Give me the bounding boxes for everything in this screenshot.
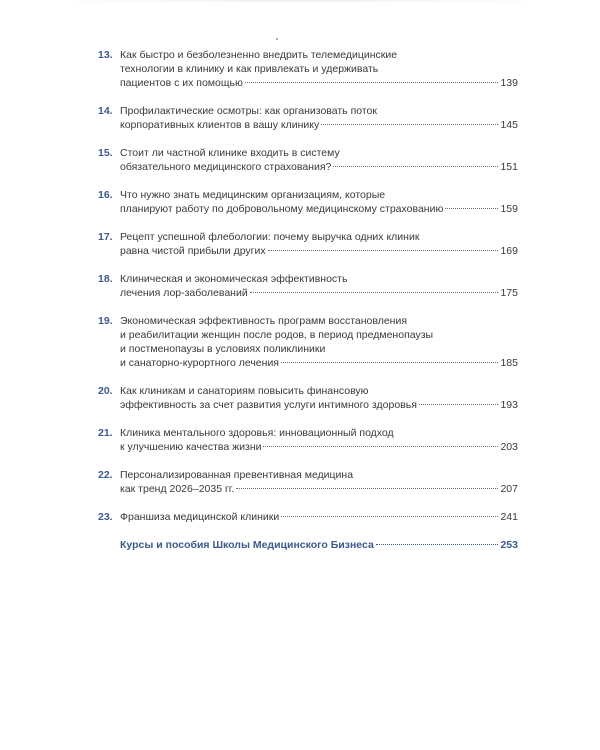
entry-number: 13. [98, 49, 113, 61]
entry-number: 21. [98, 427, 113, 439]
dot-leader [376, 544, 499, 545]
page-mark-dot [276, 38, 278, 40]
entry-number: 15. [98, 147, 113, 159]
entry-page-number: 241 [500, 511, 518, 523]
entry-title-line: технологии в клинику и как привлекать и удерживать [120, 63, 379, 75]
entry-title-line: Стоит ли частной клинике входить в систему [120, 147, 340, 159]
dot-leader [445, 208, 498, 209]
entry-title-line: корпоративных клиентов в вашу клинику [120, 119, 320, 131]
entry-title-line: планируют работу по добровольному медицинскому страхованию [120, 203, 444, 215]
toc-entry-21 [98, 426, 518, 454]
entry-number: 20. [98, 385, 113, 397]
entry-title-line: к улучшению качества жизни [120, 441, 262, 453]
entry-number: 22. [98, 469, 113, 481]
entry-title-line: и реабилитации женщин после родов, в период предменопаузы [120, 329, 434, 341]
entry-title-line: Что нужно знать медицинским организациям, которые [120, 189, 386, 201]
entry-title-line: лечения лор-заболеваний [120, 287, 248, 299]
entry-number: 17. [98, 231, 113, 243]
top-edge-mark [40, 0, 560, 2]
entry-page-number: 159 [500, 203, 518, 215]
dot-leader [321, 124, 498, 125]
dot-leader [281, 516, 498, 517]
entry-title-line: Профилактические осмотры: как организовать поток [120, 105, 377, 117]
toc-entry-17 [98, 230, 518, 258]
entry-page-number: 175 [500, 287, 518, 299]
toc-entry-19 [98, 314, 518, 370]
entry-page-number: 145 [500, 119, 518, 131]
dot-leader [263, 446, 498, 447]
entry-title-line: Рецепт успешной флебологии: почему выручка одних клиник [120, 231, 420, 243]
entry-page-number: 207 [500, 483, 518, 495]
entry-title-line: и санаторно-курортного лечения [120, 357, 279, 369]
toc-entry-20 [98, 384, 518, 412]
entry-page-number: 139 [500, 77, 518, 89]
entry-number: 16. [98, 189, 113, 201]
entry-title-line: эффективность за счет развития услуги интимного здоровья [120, 399, 417, 411]
dot-leader [250, 292, 499, 293]
entry-title-line: как тренд 2026–2035 гг. [120, 483, 235, 495]
toc-entry-23 [98, 510, 518, 524]
entry-title-line: Экономическая эффективность программ восстановления [120, 315, 408, 327]
entry-title-line: обязательного медицинского страхования? [120, 161, 332, 173]
toc-entry-18 [98, 272, 518, 300]
entry-page-number: 193 [500, 399, 518, 411]
dot-leader [245, 82, 499, 83]
entry-title-line: Как клиникам и санаториям повысить финансовую [120, 385, 369, 397]
dot-leader [281, 362, 498, 363]
entry-number: 19. [98, 315, 113, 327]
entry-number: 23. [98, 511, 113, 523]
entry-page-number: 151 [500, 161, 518, 173]
toc-entry-16 [98, 188, 518, 216]
toc-entry-13 [98, 48, 518, 90]
toc-entry-15 [98, 146, 518, 174]
entry-title-line: Клиника ментального здоровья: инновационный подход [120, 427, 394, 439]
entry-number: 14. [98, 105, 113, 117]
entry-number: 18. [98, 273, 113, 285]
dot-leader [333, 166, 498, 167]
toc-entry-22 [98, 468, 518, 496]
entry-title-line: Как быстро и безболезненно внедрить телемедицинские [120, 49, 398, 61]
courses-page-number: 253 [500, 539, 518, 551]
dot-leader [419, 404, 499, 405]
dot-leader [236, 488, 498, 489]
toc-entry-courses [98, 538, 518, 552]
entry-title-line: и постменопаузы в условиях поликлиники [120, 343, 326, 355]
entry-title-line: Персонализированная превентивная медицина [120, 469, 354, 481]
entry-page-number: 169 [500, 245, 518, 257]
entry-title-line: пациентов с их помощью [120, 77, 243, 89]
entry-title-line: Клиническая и экономическая эффективность [120, 273, 348, 285]
entry-page-number: 185 [500, 357, 518, 369]
entry-title-line: Франшиза медицинской клиники [120, 511, 280, 523]
entry-title-line: равна чистой прибыли других [120, 245, 266, 257]
courses-title: Курсы и пособия Школы Медицинского Бизнеса [120, 539, 374, 551]
dot-leader [268, 250, 499, 251]
toc-entry-14 [98, 104, 518, 132]
entry-page-number: 203 [500, 441, 518, 453]
table-of-contents [98, 48, 518, 552]
